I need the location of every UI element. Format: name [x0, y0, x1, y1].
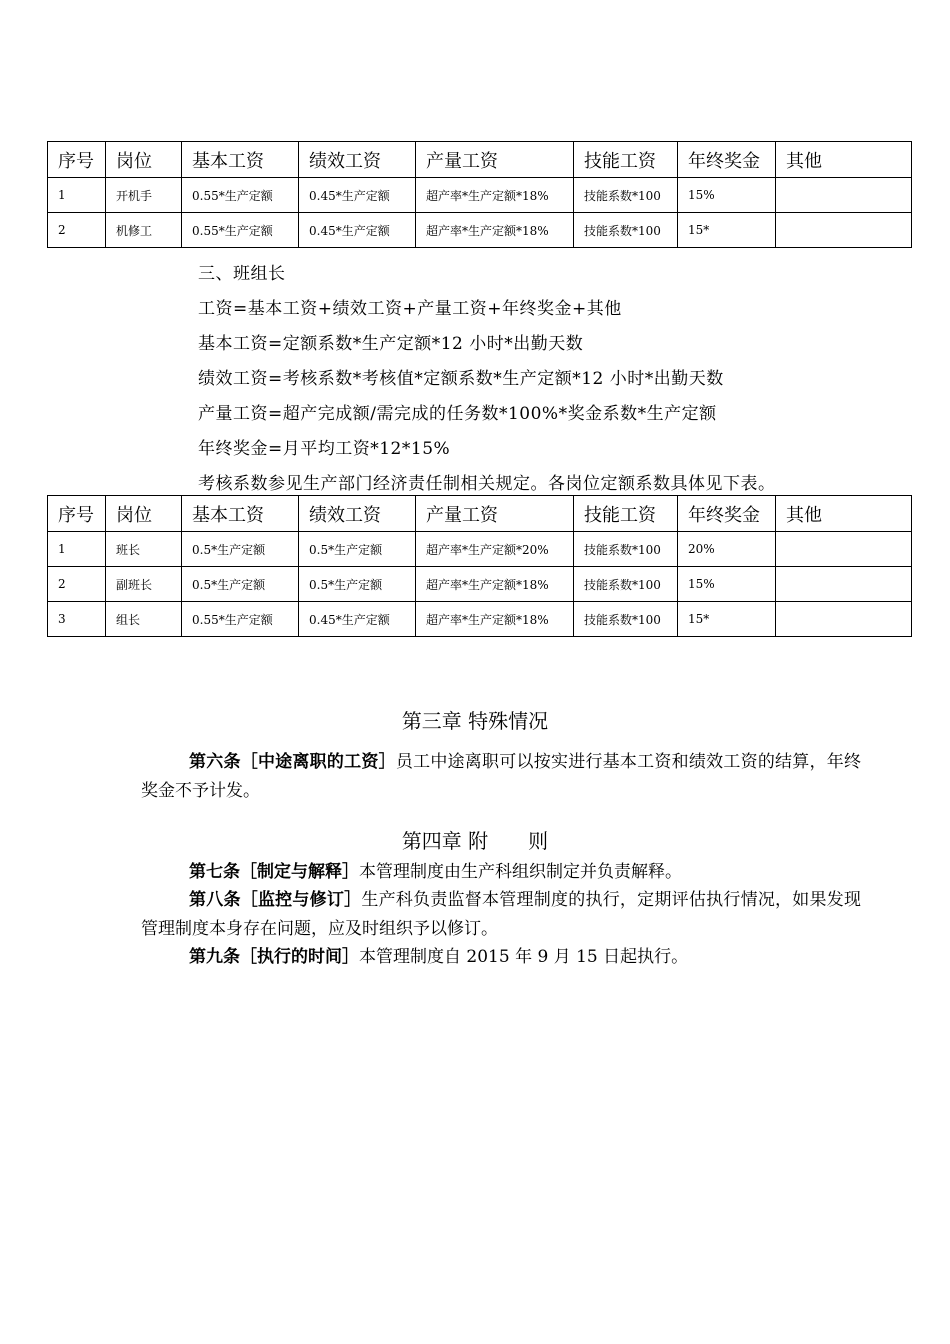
table-cell: 2	[48, 567, 106, 602]
header-cell: 序号	[48, 142, 106, 178]
table-cell: 技能系数*100	[574, 602, 678, 637]
table-cell: 0.5*生产定额	[182, 532, 299, 567]
header-cell: 岗位	[106, 142, 182, 178]
header-cell: 技能工资	[574, 142, 678, 178]
header-cell: 其他	[776, 496, 912, 532]
table-cell	[776, 213, 912, 248]
table-cell: 15%	[678, 567, 776, 602]
formula-line: 基本工资=定额系数*生产定额*12 小时*出勤天数	[198, 334, 584, 354]
table-row	[48, 602, 912, 637]
header-cell: 岗位	[106, 496, 182, 532]
header-cell: 其他	[776, 142, 912, 178]
table-cell: 超产率*生产定额*18%	[416, 213, 574, 248]
header-cell: 产量工资	[416, 142, 574, 178]
table-cell: 组长	[106, 602, 182, 637]
formula-line: 绩效工资=考核系数*考核值*定额系数*生产定额*12 小时*出勤天数	[198, 369, 724, 389]
article-text: 生产科负责监督本管理制度的执行，定期评估执行情况，如果发现管理制度本身存在问题，应及时组织予以修订。	[141, 890, 862, 939]
section-title: 三、班组长	[198, 264, 286, 284]
table-cell: 3	[48, 602, 106, 637]
table-cell: 0.5*生产定额	[182, 567, 299, 602]
formula-line: 年终奖金=月平均工资*12*15%	[198, 439, 451, 459]
table-cell: 机修工	[106, 213, 182, 248]
article-7	[141, 858, 861, 887]
formula-line: 工资=基本工资+绩效工资+产量工资+年终奖金+其他	[198, 299, 622, 319]
table-cell: 15*	[678, 213, 776, 248]
table-cell: 0.5*生产定额	[299, 532, 416, 567]
wage-table-workers	[47, 141, 912, 248]
table-row	[48, 178, 912, 213]
table-cell: 技能系数*100	[574, 567, 678, 602]
article-text: 本管理制度由生产科组织制定并负责解释。	[359, 862, 682, 882]
header-cell: 年终奖金	[678, 496, 776, 532]
header-cell: 技能工资	[574, 496, 678, 532]
article-text: 本管理制度自 2015 年 9 月 15 日起执行。	[359, 947, 689, 967]
chapter-title: 第四章 附 则	[401, 829, 549, 853]
table-cell: 技能系数*100	[574, 213, 678, 248]
header-cell: 绩效工资	[299, 496, 416, 532]
article-8	[141, 886, 861, 944]
article-9	[141, 943, 861, 972]
table-row	[48, 213, 912, 248]
table-cell: 技能系数*100	[574, 178, 678, 213]
article-6	[141, 748, 861, 806]
table-row	[48, 567, 912, 602]
table-cell: 0.55*生产定额	[182, 213, 299, 248]
table-cell: 0.45*生产定额	[299, 213, 416, 248]
wage-table-team-leaders	[47, 495, 912, 637]
table-cell: 开机手	[106, 178, 182, 213]
header-cell: 基本工资	[182, 496, 299, 532]
table-cell: 1	[48, 178, 106, 213]
table-cell: 超产率*生产定额*18%	[416, 178, 574, 213]
table-row	[48, 532, 912, 567]
table-cell: 2	[48, 213, 106, 248]
table-cell: 20%	[678, 532, 776, 567]
header-cell: 绩效工资	[299, 142, 416, 178]
article-heading: 第八条［监控与修订］	[189, 890, 362, 910]
table-cell: 1	[48, 532, 106, 567]
table-cell: 0.45*生产定额	[299, 178, 416, 213]
table-cell	[776, 567, 912, 602]
table-cell: 15%	[678, 178, 776, 213]
table-cell: 超产率*生产定额*20%	[416, 532, 574, 567]
table-cell: 超产率*生产定额*18%	[416, 567, 574, 602]
table-cell: 0.45*生产定额	[299, 602, 416, 637]
article-heading: 第六条［中途离职的工资］	[189, 752, 396, 772]
header-cell: 基本工资	[182, 142, 299, 178]
table-cell: 0.5*生产定额	[299, 567, 416, 602]
table-cell	[776, 532, 912, 567]
table-cell: 15*	[678, 602, 776, 637]
article-text: 员工中途离职可以按实进行基本工资和绩效工资的结算，年终奖金不予计发。	[141, 752, 862, 801]
header-cell: 序号	[48, 496, 106, 532]
article-heading: 第七条［制定与解释］	[189, 862, 359, 882]
formula-line: 产量工资=超产完成额/需完成的任务数*100%*奖金系数*生产定额	[198, 404, 717, 424]
article-heading: 第九条［执行的时间］	[189, 947, 359, 967]
header-cell: 年终奖金	[678, 142, 776, 178]
table-cell	[776, 178, 912, 213]
chapter-title: 第三章 特殊情况	[401, 709, 549, 733]
note-line: 考核系数参见生产部门经济责任制相关规定。各岗位定额系数具体见下表。	[198, 474, 776, 494]
table-cell: 技能系数*100	[574, 532, 678, 567]
table-cell: 超产率*生产定额*18%	[416, 602, 574, 637]
table-cell: 班长	[106, 532, 182, 567]
header-cell: 产量工资	[416, 496, 574, 532]
table-cell: 副班长	[106, 567, 182, 602]
table-cell	[776, 602, 912, 637]
table-cell: 0.55*生产定额	[182, 602, 299, 637]
table-cell: 0.55*生产定额	[182, 178, 299, 213]
table-header-row	[48, 142, 912, 178]
table-header-row	[48, 496, 912, 532]
